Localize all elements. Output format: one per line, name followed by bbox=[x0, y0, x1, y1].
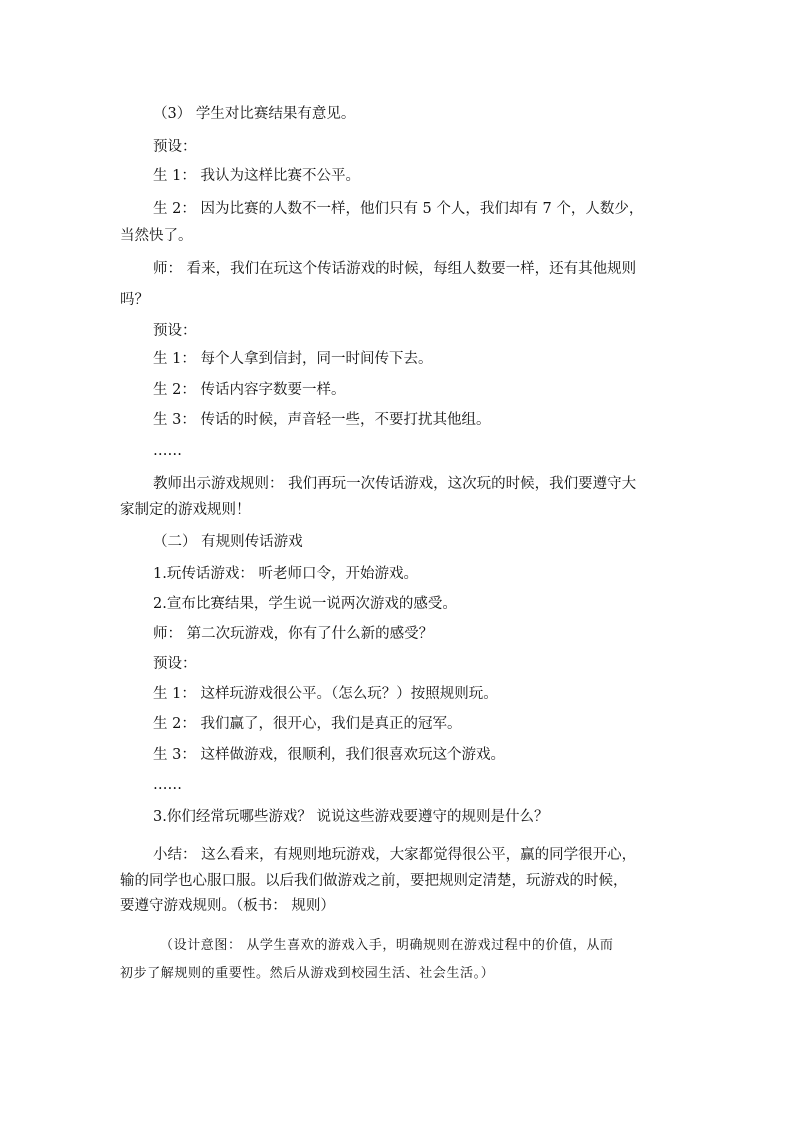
preset-label: 预设： bbox=[153, 139, 197, 155]
teacher-rules-line: 教师出示游戏规则： 我们再玩一次传话游戏，这次玩的时候，我们要遵守大 bbox=[153, 476, 637, 492]
section-heading-3: （3） 学生对比赛结果有意见。 bbox=[153, 106, 356, 122]
student-reply: 生 1： 我认为这样比赛不公平。 bbox=[153, 168, 360, 184]
preset-label: 预设： bbox=[153, 656, 197, 672]
summary-continuation: 输的同学也心服口服。以后我们做游戏之前，要把规则定清楚，玩游戏的时候， bbox=[120, 873, 628, 889]
student-reply: 生 3： 传话的时候，声音轻一些，不要打扰其他组。 bbox=[153, 412, 491, 428]
paragraph-continuation: 吗？ bbox=[120, 292, 149, 308]
preset-label: 预设： bbox=[153, 323, 197, 339]
step-item: 3.你们经常玩哪些游戏？ 说说这些游戏要遵守的规则是什么？ bbox=[153, 809, 549, 825]
teacher-line: 师： 第二次玩游戏，你有了什么新的感受？ bbox=[153, 626, 434, 642]
ellipsis: …… bbox=[153, 443, 182, 459]
teacher-line: 师： 看来，我们在玩这个传话游戏的时候，每组人数要一样，还有其他规则 bbox=[153, 261, 637, 277]
student-reply: 生 1： 这样玩游戏很公平。（怎么玩？）按照规则玩。 bbox=[153, 686, 498, 702]
design-intent-note: （设计意图： 从学生喜欢的游戏入手，明确规则在游戏过程中的价值，从而 bbox=[160, 938, 614, 953]
student-reply: 生 2： 因为比赛的人数不一样，他们只有 5 个人，我们却有 7 个，人数少， bbox=[153, 201, 644, 217]
step-item: 2.宣布比赛结果，学生说一说两次游戏的感受。 bbox=[153, 596, 457, 612]
summary-continuation: 要遵守游戏规则。（板书： 规则） bbox=[120, 898, 335, 914]
student-reply: 生 1： 每个人拿到信封，同一时间传下去。 bbox=[153, 351, 433, 367]
section-heading-2: （二） 有规则传话游戏 bbox=[153, 534, 303, 550]
paragraph-continuation: 家制定的游戏规则！ bbox=[120, 502, 251, 518]
step-item: 1.玩传话游戏： 听老师口令，开始游戏。 bbox=[153, 566, 418, 582]
ellipsis: …… bbox=[153, 777, 182, 793]
summary-line: 小结： 这么看来，有规则地玩游戏，大家都觉得很公平，赢的同学很开心， bbox=[153, 847, 637, 863]
student-reply: 生 2： 我们赢了，很开心，我们是真正的冠军。 bbox=[153, 716, 462, 732]
student-reply: 生 3： 这样做游戏，很顺利，我们很喜欢玩这个游戏。 bbox=[153, 747, 505, 763]
paragraph-continuation: 当然快了。 bbox=[120, 228, 193, 244]
design-intent-continuation: 初步了解规则的重要性。然后从游戏到校园生活、社会生活。） bbox=[120, 966, 495, 981]
student-reply: 生 2： 传话内容字数要一样。 bbox=[153, 382, 346, 398]
